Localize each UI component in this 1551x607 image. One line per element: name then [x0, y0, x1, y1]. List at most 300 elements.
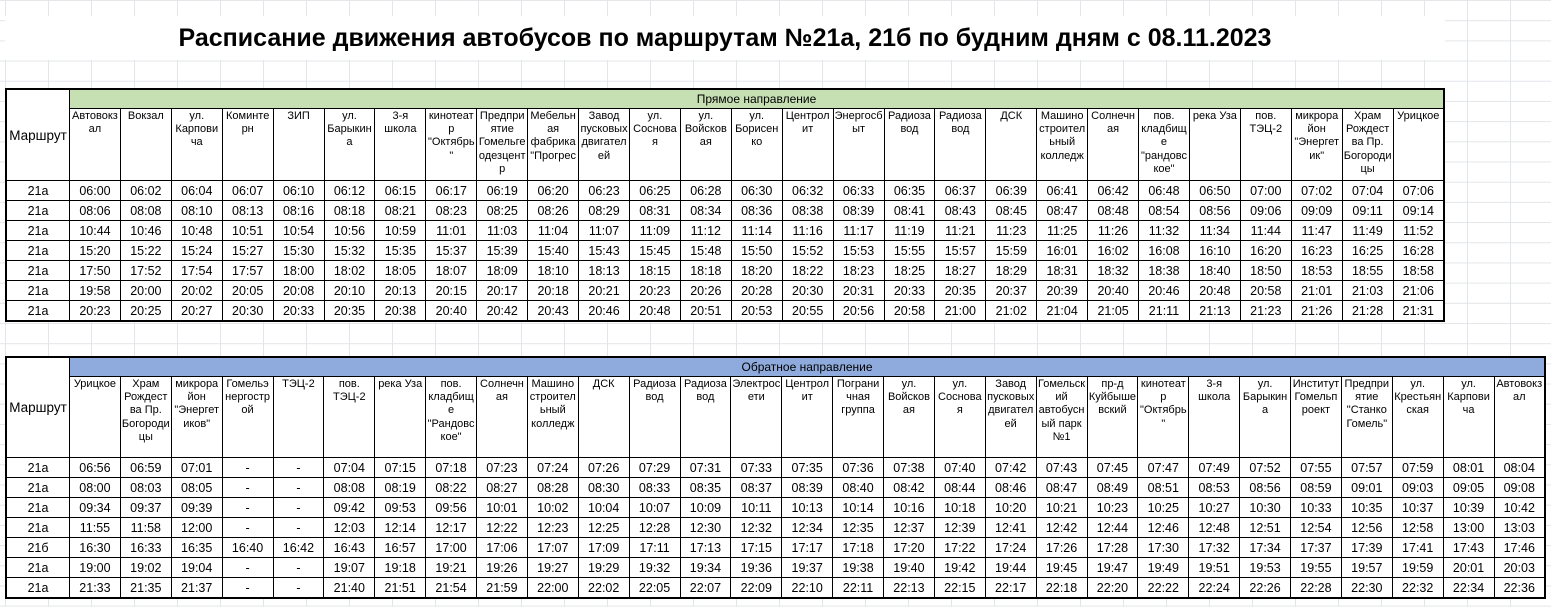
time-cell: 12:42 [1036, 518, 1087, 538]
time-cell: 06:28 [680, 181, 731, 201]
time-cell: 12:22 [477, 518, 528, 538]
time-cell: 07:04 [324, 458, 375, 478]
stop-header: ул. Сосновая [934, 377, 985, 458]
time-cell: 17:30 [1138, 538, 1189, 558]
time-cell: 08:30 [578, 478, 629, 498]
stop-header: Мебельная фабрика "Прогрес [528, 109, 579, 181]
schedule-table-reverse [5, 356, 1546, 599]
time-cell: 08:49 [1087, 478, 1138, 498]
time-cell: 20:33 [273, 301, 324, 322]
time-cell: 08:25 [477, 201, 528, 221]
time-cell: 08:44 [934, 478, 985, 498]
time-cell: 08:39 [833, 201, 884, 221]
time-cell: 16:28 [1393, 241, 1444, 261]
time-cell: 21:23 [1240, 301, 1291, 322]
stop-header-row [6, 377, 1545, 458]
time-cell: 20:31 [833, 281, 884, 301]
time-cell: 11:16 [782, 221, 833, 241]
time-cell: 22:18 [1036, 578, 1087, 599]
stop-header: Храм Рождества Пр. Богородицы [1342, 109, 1393, 181]
time-cell: 07:26 [578, 458, 629, 478]
time-cell: 10:16 [884, 498, 935, 518]
stop-header: Машиностроительный колледж [1037, 109, 1088, 181]
stop-header: Центролит [782, 377, 833, 458]
route-cell: 21а [6, 558, 70, 578]
time-cell: 21:02 [986, 301, 1037, 322]
time-cell: 07:15 [375, 458, 426, 478]
time-cell: 16:01 [1037, 241, 1088, 261]
time-cell: 20:48 [1189, 281, 1240, 301]
time-cell: 12:41 [985, 518, 1036, 538]
table-row [6, 181, 1444, 201]
time-cell: 07:33 [731, 458, 782, 478]
time-cell: 19:42 [934, 558, 985, 578]
time-cell: 19:36 [731, 558, 782, 578]
time-cell: 08:01 [1443, 458, 1494, 478]
stop-header: 3-я школа [375, 109, 426, 181]
time-cell: 07:36 [833, 458, 884, 478]
time-cell: 08:22 [426, 478, 477, 498]
time-cell: 20:27 [171, 301, 222, 322]
time-cell: 07:59 [1392, 458, 1443, 478]
time-cell: - [222, 558, 273, 578]
time-cell: 19:44 [985, 558, 1036, 578]
time-cell: 15:59 [986, 241, 1037, 261]
time-cell: 19:34 [680, 558, 731, 578]
time-cell: 18:18 [680, 261, 731, 281]
time-cell: - [222, 518, 273, 538]
time-cell: 18:13 [579, 261, 630, 281]
direction-band-row [6, 357, 1545, 377]
time-cell: 08:47 [1037, 201, 1088, 221]
stop-header: Электросети [731, 377, 782, 458]
time-cell: 16:02 [1088, 241, 1139, 261]
time-cell: 12:51 [1240, 518, 1291, 538]
time-cell: 22:05 [629, 578, 680, 599]
time-cell: 12:39 [934, 518, 985, 538]
time-cell: 07:24 [527, 458, 578, 478]
time-cell: 08:56 [1189, 201, 1240, 221]
time-cell: 17:32 [1189, 538, 1240, 558]
stop-header: кинотеатр "Октябрь" [1138, 377, 1189, 458]
table-row [6, 558, 1545, 578]
time-cell: 20:56 [833, 301, 884, 322]
stop-header: ул. Сосновая [629, 109, 680, 181]
stop-header: Предприятие Гомельгеодезцентр [477, 109, 528, 181]
time-cell: 17:57 [222, 261, 273, 281]
time-cell: 17:00 [426, 538, 477, 558]
direction-band: Обратное направление [70, 357, 1546, 377]
time-cell: 17:15 [731, 538, 782, 558]
time-cell: 20:30 [222, 301, 273, 322]
time-cell: 22:00 [527, 578, 578, 599]
stop-header: Машиностроительный колледж [527, 377, 578, 458]
time-cell: 06:07 [222, 181, 273, 201]
time-cell: 12:23 [527, 518, 578, 538]
time-cell: 11:55 [70, 518, 121, 538]
time-cell: 11:47 [1291, 221, 1342, 241]
stop-header: ТЭЦ-2 [273, 377, 324, 458]
time-cell: 10:33 [1291, 498, 1342, 518]
time-cell: 16:23 [1291, 241, 1342, 261]
time-cell: 17:54 [171, 261, 222, 281]
time-cell: 20:15 [426, 281, 477, 301]
time-cell: - [222, 578, 273, 599]
time-cell: 20:38 [375, 301, 426, 322]
time-cell: 20:17 [477, 281, 528, 301]
time-cell: 19:49 [1138, 558, 1189, 578]
time-cell: 06:17 [426, 181, 477, 201]
time-cell: 10:02 [527, 498, 578, 518]
time-cell: 20:37 [986, 281, 1037, 301]
time-cell: 08:54 [1139, 201, 1190, 221]
time-cell: 09:06 [1240, 201, 1291, 221]
time-cell: 16:35 [171, 538, 222, 558]
time-cell: 07:47 [1138, 458, 1189, 478]
time-cell: 21:13 [1189, 301, 1240, 322]
time-cell: 08:39 [782, 478, 833, 498]
time-cell: 09:34 [70, 498, 121, 518]
time-cell: 20:46 [1139, 281, 1190, 301]
time-cell: 17:41 [1392, 538, 1443, 558]
stop-header: кинотеатр "Октябрь" [426, 109, 477, 181]
table-row [6, 281, 1444, 301]
time-cell: 06:00 [70, 181, 121, 201]
table-row [6, 201, 1444, 221]
route-cell: 21а [6, 281, 70, 301]
time-cell: 16:57 [375, 538, 426, 558]
time-cell: 22:13 [884, 578, 935, 599]
time-cell: 08:48 [1088, 201, 1139, 221]
time-cell: 20:10 [324, 281, 375, 301]
stop-header: пов. ТЭЦ-2 [324, 377, 375, 458]
stop-header: Радиозавод [884, 109, 935, 181]
time-cell: 21:01 [1291, 281, 1342, 301]
time-cell: 08:06 [70, 201, 121, 221]
time-cell: 20:13 [375, 281, 426, 301]
time-cell: 17:52 [120, 261, 171, 281]
time-cell: 06:23 [579, 181, 630, 201]
time-cell: 18:15 [629, 261, 680, 281]
time-cell: 09:03 [1392, 478, 1443, 498]
time-cell: 09:39 [171, 498, 222, 518]
time-cell: 08:33 [629, 478, 680, 498]
time-cell: 15:30 [273, 241, 324, 261]
time-cell: 16:20 [1240, 241, 1291, 261]
time-cell: 07:40 [934, 458, 985, 478]
time-cell: 18:09 [477, 261, 528, 281]
time-cell: - [273, 578, 324, 599]
time-cell: 08:08 [324, 478, 375, 498]
time-cell: - [222, 458, 273, 478]
stop-header: Радиозавод [680, 377, 731, 458]
time-cell: 10:21 [1036, 498, 1087, 518]
time-cell: 11:07 [579, 221, 630, 241]
time-cell: 06:42 [1088, 181, 1139, 201]
time-cell: 21:11 [1139, 301, 1190, 322]
time-cell: 12:44 [1087, 518, 1138, 538]
time-cell: 19:45 [1036, 558, 1087, 578]
time-cell: 06:15 [375, 181, 426, 201]
time-cell: 20:28 [731, 281, 782, 301]
time-cell: 12:32 [731, 518, 782, 538]
time-cell: 20:00 [120, 281, 171, 301]
table-row [6, 221, 1444, 241]
time-cell: 08:31 [629, 201, 680, 221]
time-cell: 20:21 [579, 281, 630, 301]
table-row [6, 261, 1444, 281]
time-cell: 17:24 [985, 538, 1036, 558]
time-cell: 11:17 [833, 221, 884, 241]
time-cell: 22:09 [731, 578, 782, 599]
time-cell: 19:27 [527, 558, 578, 578]
time-cell: 20:42 [477, 301, 528, 322]
time-cell: 18:58 [1393, 261, 1444, 281]
time-cell: 20:58 [884, 301, 935, 322]
time-cell: 18:10 [528, 261, 579, 281]
time-cell: 07:42 [985, 458, 1036, 478]
time-cell: 16:08 [1139, 241, 1190, 261]
time-cell: 09:56 [426, 498, 477, 518]
time-cell: 13:03 [1494, 518, 1545, 538]
stop-header: ул. Карповича [1443, 377, 1494, 458]
stop-header: Урицкое [1393, 109, 1444, 181]
time-cell: - [273, 518, 324, 538]
time-cell: 11:23 [986, 221, 1037, 241]
schedule-table-forward [5, 88, 1445, 322]
time-cell: 19:59 [1392, 558, 1443, 578]
stop-header: ул. Войсковая [884, 377, 935, 458]
time-cell: 20:01 [1443, 558, 1494, 578]
time-cell: 19:40 [884, 558, 935, 578]
stop-header: 3-я школа [1189, 377, 1240, 458]
time-cell: 08:29 [579, 201, 630, 221]
time-cell: 06:30 [731, 181, 782, 201]
time-cell: 20:53 [731, 301, 782, 322]
time-cell: 21:51 [375, 578, 426, 599]
time-cell: 06:02 [120, 181, 171, 201]
time-cell: 15:39 [477, 241, 528, 261]
time-cell: 11:09 [629, 221, 680, 241]
time-cell: 21:28 [1342, 301, 1393, 322]
time-cell: 07:43 [1036, 458, 1087, 478]
time-cell: 08:40 [833, 478, 884, 498]
time-cell: 11:21 [935, 221, 986, 241]
stop-header: Урицкое [70, 377, 121, 458]
table-row [6, 458, 1545, 478]
time-cell: 17:07 [527, 538, 578, 558]
time-cell: 09:53 [375, 498, 426, 518]
stop-header: ул. Барыкина [1240, 377, 1291, 458]
time-cell: 10:01 [477, 498, 528, 518]
time-cell: 11:03 [477, 221, 528, 241]
time-cell: 15:22 [120, 241, 171, 261]
time-cell: 12:46 [1138, 518, 1189, 538]
stop-header: Гомельэнергострой [222, 377, 273, 458]
time-cell: 11:12 [680, 221, 731, 241]
time-cell: 11:26 [1088, 221, 1139, 241]
time-cell: 11:58 [120, 518, 171, 538]
time-cell: 20:05 [222, 281, 273, 301]
time-cell: 06:33 [833, 181, 884, 201]
time-cell: 10:42 [1494, 498, 1545, 518]
time-cell: 10:20 [985, 498, 1036, 518]
time-cell: 18:27 [935, 261, 986, 281]
time-cell: 17:13 [680, 538, 731, 558]
time-cell: 10:30 [1240, 498, 1291, 518]
time-cell: 12:25 [578, 518, 629, 538]
stop-header: Автовокзал [1494, 377, 1545, 458]
time-cell: 10:13 [782, 498, 833, 518]
table-row [6, 578, 1545, 599]
time-cell: 16:33 [120, 538, 171, 558]
time-cell: 19:18 [375, 558, 426, 578]
time-cell: 19:58 [70, 281, 121, 301]
time-cell: 09:37 [120, 498, 171, 518]
time-cell: 18:07 [426, 261, 477, 281]
time-cell: 22:17 [985, 578, 1036, 599]
stop-header: пов. кладбище "Рандовское" [426, 377, 477, 458]
time-cell: 08:35 [680, 478, 731, 498]
time-cell: - [273, 498, 324, 518]
route-cell: 21а [6, 181, 70, 201]
time-cell: 20:25 [120, 301, 171, 322]
table-row [6, 301, 1444, 322]
time-cell: 20:55 [782, 301, 833, 322]
time-cell: 22:34 [1443, 578, 1494, 599]
time-cell: - [222, 478, 273, 498]
time-cell: 09:01 [1341, 478, 1392, 498]
time-cell: 13:00 [1443, 518, 1494, 538]
stop-header: ДСК [578, 377, 629, 458]
time-cell: 08:59 [1291, 478, 1342, 498]
time-cell: 12:37 [884, 518, 935, 538]
time-cell: 21:54 [426, 578, 477, 599]
time-cell: 06:59 [120, 458, 171, 478]
time-cell: 18:02 [324, 261, 375, 281]
time-cell: 20:33 [884, 281, 935, 301]
table-row [6, 518, 1545, 538]
time-cell: 22:07 [680, 578, 731, 599]
stop-header: Завод пусковых двигателей [579, 109, 630, 181]
time-cell: 07:49 [1189, 458, 1240, 478]
time-cell: 12:30 [680, 518, 731, 538]
time-cell: 22:11 [833, 578, 884, 599]
time-cell: 15:55 [884, 241, 935, 261]
time-cell: 06:56 [70, 458, 121, 478]
time-cell: - [273, 458, 324, 478]
time-cell: 12:03 [324, 518, 375, 538]
time-cell: 15:50 [731, 241, 782, 261]
stop-header: Радиозавод [935, 109, 986, 181]
time-cell: 08:38 [782, 201, 833, 221]
time-cell: 10:23 [1087, 498, 1138, 518]
time-cell: 07:01 [171, 458, 222, 478]
time-cell: 08:23 [426, 201, 477, 221]
time-cell: 11:52 [1393, 221, 1444, 241]
time-cell: 12:35 [833, 518, 884, 538]
time-cell: 06:41 [1037, 181, 1088, 201]
time-cell: 11:32 [1139, 221, 1190, 241]
time-cell: 07:04 [1342, 181, 1393, 201]
time-cell: 17:37 [1291, 538, 1342, 558]
time-cell: 15:24 [171, 241, 222, 261]
time-cell: 07:02 [1291, 181, 1342, 201]
time-cell: 21:03 [1342, 281, 1393, 301]
time-cell: 18:50 [1240, 261, 1291, 281]
time-cell: 17:11 [629, 538, 680, 558]
time-cell: 15:20 [70, 241, 121, 261]
time-cell: 22:20 [1087, 578, 1138, 599]
time-cell: 20:51 [680, 301, 731, 322]
time-cell: - [273, 478, 324, 498]
time-cell: 06:10 [273, 181, 324, 201]
time-cell: 09:11 [1342, 201, 1393, 221]
time-cell: 21:04 [1037, 301, 1088, 322]
time-cell: 08:37 [731, 478, 782, 498]
route-cell: 21а [6, 261, 70, 281]
time-cell: 20:30 [782, 281, 833, 301]
time-cell: 15:40 [528, 241, 579, 261]
stop-header: река Уза [375, 377, 426, 458]
time-cell: 11:49 [1342, 221, 1393, 241]
stop-header: Солнечная [1088, 109, 1139, 181]
stop-header: Завод пусковых двигателей [985, 377, 1036, 458]
time-cell: 08:05 [171, 478, 222, 498]
time-cell: 08:56 [1240, 478, 1291, 498]
stop-header: Радиозавод [629, 377, 680, 458]
stop-header: пов. ТЭЦ-2 [1240, 109, 1291, 181]
time-cell: 10:56 [324, 221, 375, 241]
time-cell: 16:30 [70, 538, 121, 558]
time-cell: 07:35 [782, 458, 833, 478]
time-cell: 20:40 [426, 301, 477, 322]
time-cell: 07:23 [477, 458, 528, 478]
time-cell: 21:26 [1291, 301, 1342, 322]
time-cell: 07:45 [1087, 458, 1138, 478]
time-cell: 10:11 [731, 498, 782, 518]
time-cell: 19:26 [477, 558, 528, 578]
time-cell: 10:09 [680, 498, 731, 518]
time-cell: 12:34 [782, 518, 833, 538]
time-cell: 08:36 [731, 201, 782, 221]
time-cell: 15:53 [833, 241, 884, 261]
time-cell: 10:54 [273, 221, 324, 241]
time-cell: 11:04 [528, 221, 579, 241]
time-cell: 12:28 [629, 518, 680, 538]
time-cell: 19:38 [833, 558, 884, 578]
time-cell: 17:20 [884, 538, 935, 558]
time-cell: 19:51 [1189, 558, 1240, 578]
time-cell: 08:00 [70, 478, 121, 498]
time-cell: 07:00 [1240, 181, 1291, 201]
time-cell: 10:25 [1138, 498, 1189, 518]
time-cell: 17:39 [1341, 538, 1392, 558]
time-cell: 20:26 [680, 281, 731, 301]
time-cell: 08:53 [1189, 478, 1240, 498]
time-cell: 08:46 [985, 478, 1036, 498]
time-cell: 19:55 [1291, 558, 1342, 578]
time-cell: 08:42 [884, 478, 935, 498]
time-cell: 20:03 [1494, 558, 1545, 578]
route-cell: 21а [6, 478, 70, 498]
time-cell: 20:39 [1037, 281, 1088, 301]
time-cell: 08:43 [935, 201, 986, 221]
time-cell: 09:09 [1291, 201, 1342, 221]
time-cell: 20:46 [579, 301, 630, 322]
time-cell: 08:45 [986, 201, 1037, 221]
time-cell: 08:19 [375, 478, 426, 498]
